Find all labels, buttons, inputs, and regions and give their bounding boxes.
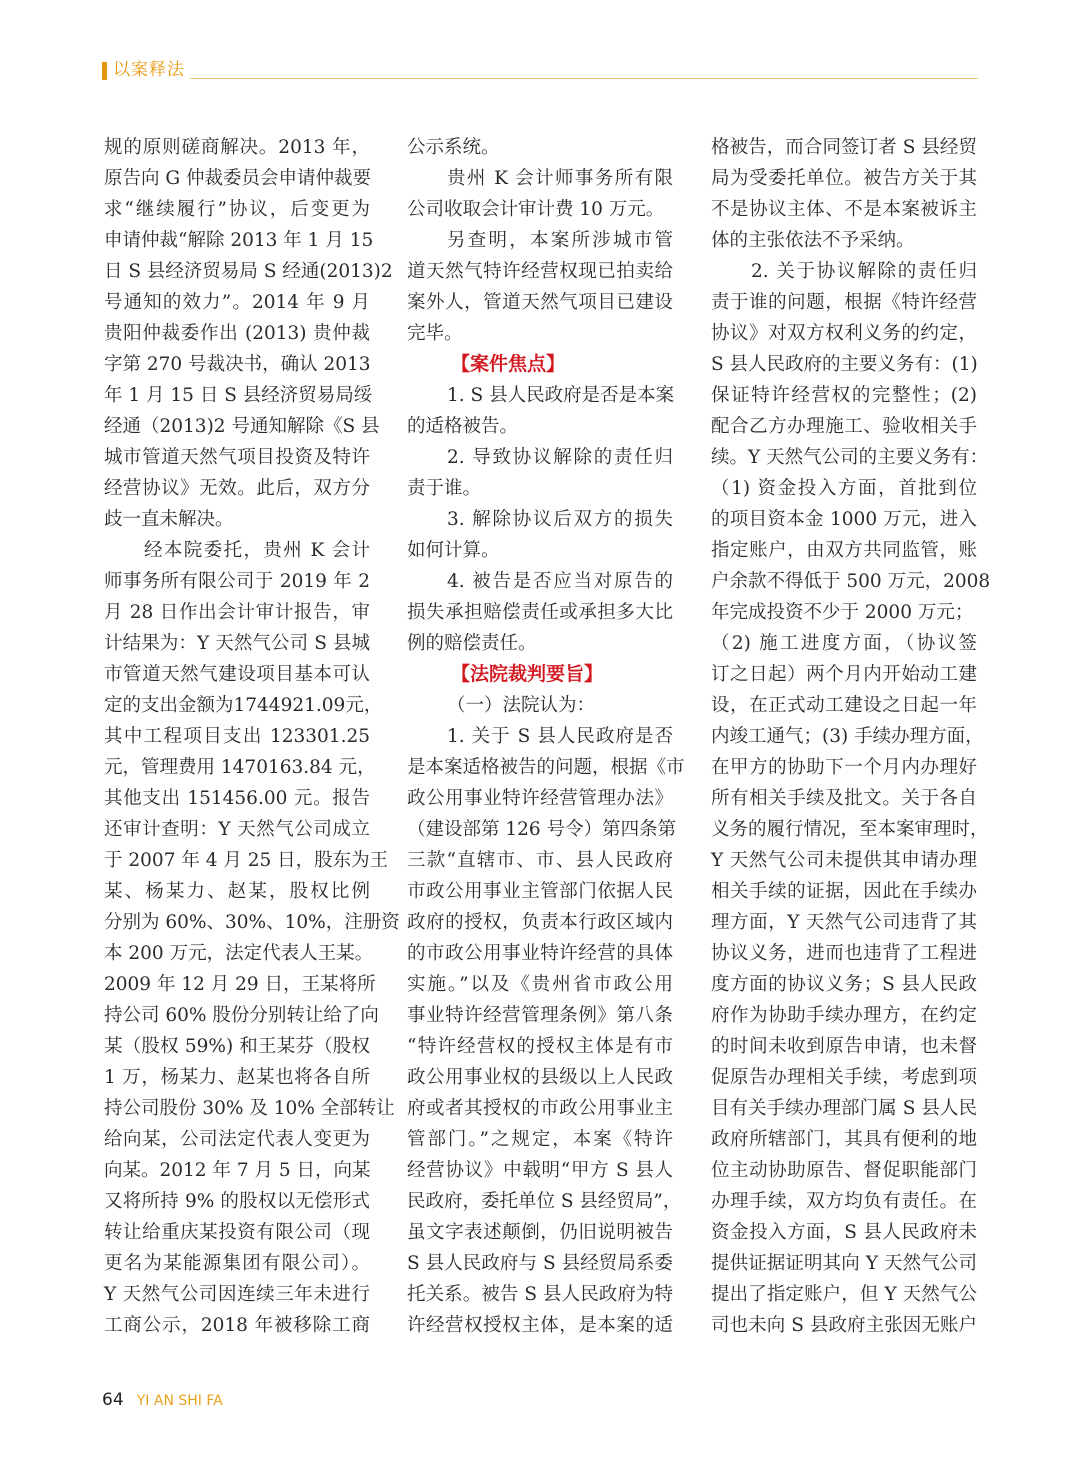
text-line: 申请仲裁“解除 2013 年 1 月 15 [104,230,374,251]
text-line: 的项目资本金 1000 万元，进入 [711,509,977,530]
page-number: 64 [102,1390,124,1410]
text-line: 4. 被告是否应当对原告的 [447,571,673,592]
text-line: 目有关手续办理部门属 S 县人民 [711,1098,977,1119]
text-line: 管部门。”之规定，本案《特许 [407,1129,673,1150]
page-footer [102,1390,223,1410]
text-line: 年 1 月 15 日 S 县经济贸易局绥 [104,385,373,406]
text-line: 求“继续履行”协议，后变更为 [104,199,370,220]
text-line: 政府所辖部门，其具有便利的地 [711,1129,977,1150]
text-line: 户余款不得低于 500 万元，2008 [711,571,991,592]
text-line: 指定账户，由双方共同监管，账 [711,540,977,561]
text-line: 向某。2012 年 7 月 5 日，向某 [104,1160,371,1181]
text-line: 内竣工通气；(3) 手续办理方面， [711,726,984,747]
text-line: 字第 270 号裁决书，确认 2013 [104,354,371,375]
text-line: 1. S 县人民政府是否是本案 [447,385,675,406]
text-line: 保证特许经营权的完整性；(2) [711,385,977,406]
text-line: 相关手续的证据，因此在手续办 [711,881,977,902]
text-line: 贵阳仲裁委作出 (2013) 贵仲裁 [104,323,370,344]
magazine-name: YI AN SHI FA [136,1393,223,1409]
section-heading: 【法院裁判要旨】 [451,663,604,685]
text-line: Y 天然气公司因连续三年未进行 [104,1284,370,1305]
text-line: 原告向 G 仲裁委员会申请仲裁要 [104,168,372,189]
text-line: 体的主张依法不予采纳。 [711,230,915,251]
text-line: 配合乙方办理施工、验收相关手 [711,416,977,437]
text-line: 是本案适格被告的问题，根据《市 [407,757,685,778]
text-line: 号通知的效力”。2014 年 9 月 [104,292,370,313]
text-line: 虽文字表述颠倒，仍旧说明被告 [407,1222,673,1243]
text-line: 府或者其授权的市政公用事业主 [407,1098,673,1119]
text-line: 位主动协助原告、督促职能部门 [711,1160,977,1181]
text-line: 续。Y 天然气公司的主要义务有： [711,447,989,468]
text-line: 责于谁的问题，根据《特许经营 [711,292,977,313]
text-line: 事业特许经营管理条例》第八条 [407,1005,673,1026]
text-line: Y 天然气公司未提供其申请办理 [711,850,977,871]
text-line: 日 S 县经济贸易局 S 经通(2013)2 [104,261,393,282]
text-column-2 [407,132,685,1341]
text-line: S 县人民政府的主要义务有：(1) [711,354,978,375]
text-line: “特许经营权的授权主体是有市 [407,1036,673,1057]
text-line: 公示系统。 [407,137,500,158]
text-line: 计结果为：Y 天然气公司 S 县城 [104,633,370,654]
text-line: 司也未向 S 县政府主张因无账户 [711,1315,977,1336]
text-line: 2009 年 12 月 29 日，王某将所 [104,974,376,995]
text-line: 某（股权 59%) 和王某芬（股权 [104,1036,370,1057]
text-line: 例的赔偿责任。 [407,633,537,654]
text-line: 不是协议主体、不是本案被诉主 [711,199,977,220]
text-line: 协议》对双方权利义务的约定， [711,323,977,344]
section-header [102,60,978,82]
text-line: 损失承担赔偿责任或承担多大比 [407,602,673,623]
text-line: 府作为协助手续办理方，在约定 [711,1005,977,1026]
text-line: 政公用事业特许经营管理办法》 [407,788,673,809]
text-line: 歧一直未解决。 [104,509,234,530]
text-line: 经营协议》中载明“甲方 S 县人 [407,1160,673,1181]
text-line: 给向某，公司法定代表人变更为 [104,1129,370,1150]
text-line: 经本院委托，贵州 K 会计 [144,540,370,561]
text-line: （一）法院认为： [447,695,596,716]
text-line: 的适格被告。 [407,416,519,437]
text-line: 促原告办理相关手续，考虑到项 [711,1067,977,1088]
text-line: 政府的授权，负责本行政区域内 [407,912,673,933]
text-line: 完毕。 [407,323,463,344]
text-line: 办理手续，双方均负有责任。在 [711,1191,977,1212]
text-line: 提出了指定账户，但 Y 天然气公 [711,1284,977,1305]
text-line: 提供证据证明其向 Y 天然气公司 [711,1253,977,1274]
text-line: 规的原则磋商解决。2013 年， [104,137,370,158]
text-line: 2. 导致协议解除的责任归 [447,447,673,468]
text-line: 1 万，杨某力、赵某也将各自所 [104,1067,370,1088]
text-line: 格被告，而合同签订者 S 县经贸 [711,137,977,158]
text-line: （建设部第 126 号令）第四条第 [407,819,677,840]
text-line: 工商公示，2018 年被移除工商 [104,1315,370,1336]
text-line: 师事务所有限公司于 2019 年 2 [104,571,370,592]
text-line: 其他支出 151456.00 元。报告 [104,788,370,809]
text-line: 经营协议》无效。此后，双方分 [104,478,370,499]
text-line: 定的支出金额为1744921.09元， [104,695,383,716]
text-line: 的时间未收到原告申请，也未督 [711,1036,977,1057]
header-divider [190,78,978,79]
text-line: 本 200 万元，法定代表人王某。 [104,943,374,964]
text-line: 转让给重庆某投资有限公司（现 [104,1222,370,1243]
text-line: 责于谁。 [407,478,482,499]
section-title: 以案释法 [113,60,185,80]
text-line: 2. 关于协议解除的责任归 [751,261,977,282]
text-line: 三款“直辖市、市、县人民政府 [407,850,673,871]
header-accent-bar [102,62,107,80]
text-line: 贵州 K 会计师事务所有限 [447,168,673,189]
text-line: 经通（2013)2 号通知解除《S 县 [104,416,380,437]
text-line: 局为受委托单位。被告方关于其 [711,168,977,189]
text-line: 许经营权授权主体，是本案的适 [407,1315,673,1336]
text-line: 政公用事业权的县级以上人民政 [407,1067,673,1088]
text-line: 案外人，管道天然气项目已建设 [407,292,673,313]
text-line: 的市政公用事业特许经营的具体 [407,943,673,964]
text-line: 设，在正式动工建设之日起一年 [711,695,977,716]
text-line: 1. 关于 S 县人民政府是否 [447,726,673,747]
text-line: 持公司 60% 股份分别转让给了向 [104,1005,379,1026]
text-line: 订之日起）两个月内开始动工建 [711,664,977,685]
text-line: S 县人民政府与 S 县经贸局系委 [407,1253,673,1274]
text-line: （2) 施工进度方面，（协议签 [711,633,977,654]
text-line: 市管道天然气建设项目基本可认 [104,664,370,685]
text-line: 又将所持 9% 的股权以无偿形式 [104,1191,370,1212]
text-line: 协议义务，进而也违背了工程进 [711,943,977,964]
text-line: 元，管理费用 1470163.84 元， [104,757,376,778]
text-line: 道天然气特许经营权现已拍卖给 [407,261,673,282]
text-line: 在甲方的协助下一个月内办理好 [711,757,977,778]
text-line: 分别为 60%、30%、10%，注册资 [104,912,400,933]
text-line: 度方面的协议义务；S 县人民政 [711,974,977,995]
text-line: 资金投入方面，S 县人民政府未 [711,1222,977,1243]
text-line: 于 2007 年 4 月 25 日，股东为王 [104,850,389,871]
text-line: 某、杨某力、赵某，股权比例 [104,881,370,902]
text-line: 市政公用事业主管部门依据人民 [407,881,673,902]
text-line: 理方面，Y 天然气公司违背了其 [711,912,977,933]
text-line: 实施。”以及《贵州省市政公用 [407,974,673,995]
text-line: 义务的履行情况，至本案审理时， [711,819,989,840]
section-heading: 【案件焦点】 [451,353,566,375]
text-line: 托关系。被告 S 县人民政府为特 [407,1284,673,1305]
text-line: 年完成投资不少于 2000 万元； [711,602,974,623]
text-line: 所有相关手续及批文。关于各自 [711,788,977,809]
text-line: 另查明，本案所涉城市管 [447,230,673,251]
text-line: 月 28 日作出会计审计报告，审 [104,602,370,623]
text-line: 城市管道天然气项目投资及特许 [104,447,370,468]
text-line: 更名为某能源集团有限公司）。 [104,1253,370,1274]
text-line: 其中工程项目支出 123301.25 [104,726,370,747]
text-line: 持公司股份 30% 及 10% 全部转让 [104,1098,395,1119]
text-line: 如何计算。 [407,540,500,561]
text-column-3 [711,132,991,1341]
text-line: 公司收取会计审计费 10 万元。 [407,199,665,220]
text-line: 3. 解除协议后双方的损失 [447,509,673,530]
text-line: 民政府，委托单位 S 县经贸局”， [407,1191,682,1212]
text-column-1 [104,132,400,1341]
text-line: 还审计查明：Y 天然气公司成立 [104,819,370,840]
text-line: （1) 资金投入方面，首批到位 [711,478,977,499]
